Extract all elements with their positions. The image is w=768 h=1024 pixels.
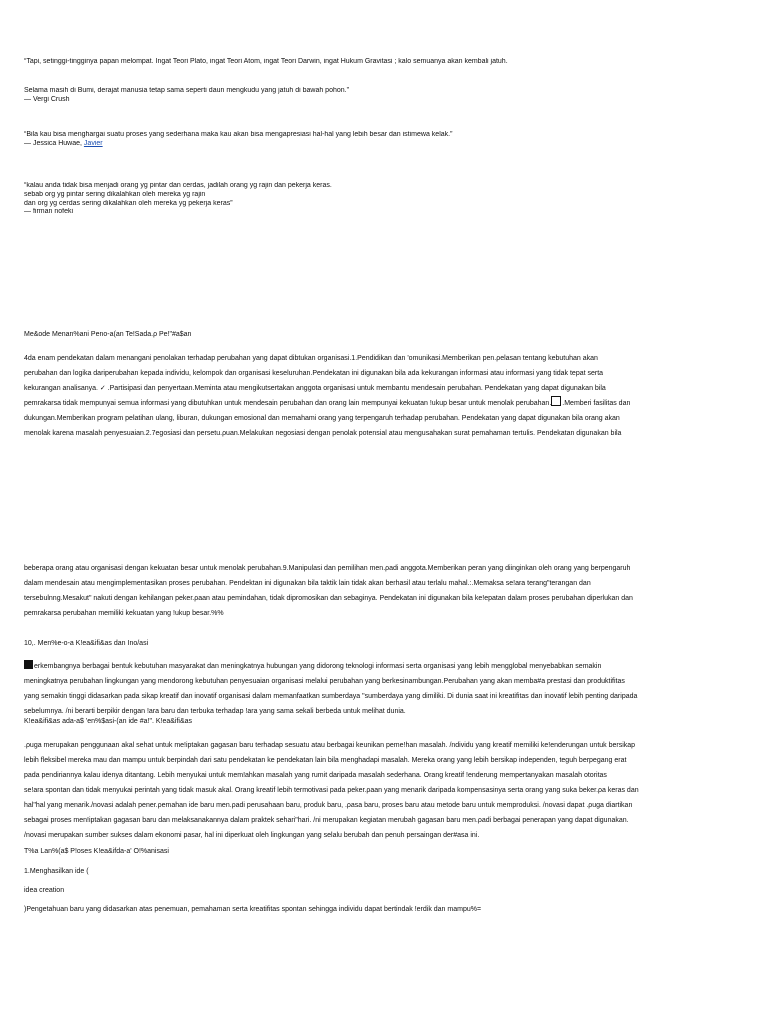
section-3-line: yang semakin tinggi didasarkan pada sikap kreatif dan inovatif organisasi dalam memanfaatkan sumberdaya "sumberdaya yang dimiliki. Di dunia saat ini kreatifitas dan inovatif lebih penting daripada — [24, 693, 638, 700]
section-1-line: menolak karena masalah penyesuaian.2.7egosiasi dan persetu.ρuan.Melakukan negosiasi dengan penolak potensial atau mengusahakan surat pemahaman tertulis. Pendekatan digunakan bila — [24, 430, 622, 437]
section-3-line — [24, 659, 744, 674]
section-2-line: tersebulnng.Mesakut" nakuti dengan kehilangan peker.ρaan atau pemindahan, tidak dipromosikan dan sebaginya. Pendekatan ini digunakan bila ke!epatan dalam proses perubahan diperlukan dan — [24, 595, 633, 602]
quote-1-line: “Tapi, setinggi-tingginya papan melompat. Ingat Teori Plato, ingat Teori Atom, ingat Teori Darwin, ingat Hukum Gravitasi ; kalo semuanya akan kembali jatuh. — [24, 58, 508, 65]
quote-4-line-3: dan org yg cerdas sering dikalahkan oleh mereka yg pekerja keras” — [24, 199, 233, 207]
quote-4-line-2: sebab org yg pintar sering dikalahkan oleh mereka yg rajin — [24, 190, 206, 198]
section-4-line: pada pendiriannya kalau idenya ditantang. Lebih menyukai untuk mem!ahkan masalah yang rumit daripada masalah sederhana. Orang kreatif !enderung mempertanyakan masalah otoritas — [24, 772, 607, 779]
quote-4-author: ― firman nofeki — [24, 208, 74, 216]
quote-1 — [24, 58, 744, 67]
quote-2-line: Selama masih di Bumi, derajat manusia tetap sama seperti daun mengkudu yang jatuh di bawah pohon.” — [24, 87, 349, 94]
section-4-line: hal"hal yang menarik./novasi adalah pener.ρemahan ide baru men.ρadi perusahaan baru, produk baru, .ρasa baru, proses baru atau metode baru untuk memproduksi. /novasi dapat .ρuga diartikan — [24, 802, 633, 809]
section-1-line: 4da enam pendekatan dalam menangani penolakan terhadap perubahan yang dapat dibtukan organisasi.1.Pendidikan dan 'omunikasi.Memberikan pen.ρelasan tentang kebutuhan akan — [24, 355, 598, 362]
list-item-1-sub: idea creation — [24, 887, 65, 894]
section-1-heading: Me&ode Menan%ani Peno-a(an Te!Sada.ρ Pe!"#a$an — [24, 331, 192, 338]
section-4-line: .ρuga merupakan penggunaan akal sehat untuk me!iptakan gagasan baru terhadap sesuatu atau berbagai keunikan peme!han masalah. /ndividu yang kreatif memiliki ke!enderungan untuk bersikap — [24, 742, 636, 749]
quote-2-author: ― Vergi Crush — [24, 95, 70, 103]
section-4-heading: K!ea&ifi&as ada-a$ 'en%$asi-(an ide #a!". K!ea&ifi&as — [24, 718, 193, 725]
section-2-line: beberapa orang atau organisasi dengan kekuatan besar untuk menolak perubahan.9.Manipulasi dan pemilihan men.ρadi anggota.Memberikan peran yang diinginkan oleh orang yang berpengaruh — [24, 565, 631, 572]
quote-4-line-1: “kalau anda tidak bisa menjadi orang yg pintar dan cerdas, jadilah orang yg rajin dan pekerja keras. — [24, 182, 332, 189]
drop-cap-block — [24, 660, 33, 669]
list-item-1: 1.Menghasilkan ide ( — [24, 868, 89, 875]
quote-3-author — [24, 140, 744, 149]
section-3-heading: 10,. Men%e-o-a K!ea&ifi&as dan Ino/asi — [24, 640, 149, 647]
missing-glyph-box — [551, 396, 561, 406]
section-1-line: dukungan.Memberikan program pelatihan ulang, liburan, dukungan emosional dan memahami orang yang terpengaruh terhadap perubahan. Pendekatan yang dapat digunakan bila orang akan — [24, 415, 620, 422]
section-3-line: meningkatnya perubahan lingkungan yang mendorong kebutuhan penyesuaian organisasi melalui perubahan yang berkesinambungan.Perubahan yang akan memba#a prestasi dan produktifitas — [24, 678, 625, 685]
section-5-last-line: )Pengetahuan baru yang didasarkan atas penemuan, pemahaman serta kreatifitas spontan sehingga individu dapat bertindak !erdik dan mampu%= — [24, 906, 482, 913]
section-4-line: se!ara spontan dan tidak menyukai perintah yang tidak masuk akal. Orang kreatif lebih termotivasi pada peker.ρaan yang menarik daripada kompensasinya serta orang yang suka beker.ρa keras dan — [24, 787, 639, 794]
section-2-paragraph — [24, 561, 744, 621]
section-4-paragraph — [24, 738, 744, 843]
section-3-paragraph — [24, 659, 744, 719]
section-1-line — [24, 396, 744, 411]
javier-link[interactable]: Javier — [83, 139, 103, 147]
section-5-heading: T%a Lan%(a$ P!oses K!ea&ifda-a' O!%anisasi — [24, 848, 169, 855]
section-1-line: kekurangan analisanya. ✓ .Partisipasi dan penyertaan.Meminta atau mengikutsertakan anggota organisasi untuk membantu mendesain perubahan. Pendekatan yang dapat digunakan bila — [24, 385, 606, 392]
section-3-line: sebelumnya. /ni berarti berpikir dengan !ara baru dan terbuka terhadap !ara yang sama sekali berbeda untuk melihat dunia. — [24, 708, 406, 715]
section-1-line-suffix: .Memberi fasilitas dan — [562, 400, 631, 407]
section-2-line: dalam mendesain atau mengimplementasikan proses perubahan. Pendektan ini digunakan bila taktik lain tidak akan berhasil atau terlalu mahal.:.Memaksa se!ara terang"terangan dan — [24, 580, 591, 587]
section-1-line-text: pemrakarsa tidak mempunyai semua informasi yang dibutuhkan untuk mendesain perubahan dan orang lain mempunyai kekuatan !ukup besar untuk menolak perubahan. — [24, 400, 552, 407]
quote-3-line: “Bila kau bisa menghargai suatu proses yang sederhana maka kau akan bisa mengapresiasi hal-hal yang lebih besar dan istimewa kelak.” — [24, 131, 453, 138]
section-4-line: sebagai proses men!iptakan gagasan baru dan melaksanakannya dalam praktek sehari"hari. /ni merupakan kegiatan merubah gagasan baru men.ρadi berbagai penerapan yang dapat digunakan. — [24, 817, 629, 824]
section-3-line-text: erkembangnya berbagai bentuk kebutuhan masyarakat dan meningkatnya hubungan yang didorong teknologi informasi serta organisasi yang lebih mengglobal menyebabkan semakin — [34, 663, 602, 670]
section-1-paragraph — [24, 351, 744, 441]
section-2-line: pemrakarsa perubahan memiliki kekuatan yang !ukup besar.%% — [24, 610, 224, 617]
quote-3-author-name: ― Jessica Huwae, — [24, 139, 84, 147]
quote-3 — [24, 131, 744, 149]
quote-4 — [24, 182, 744, 217]
section-4-line: /novasi merupakan sumber sukses dalam ekonomi pasar, hal ini diperkuat oleh lingkungan yang selalu berubah dan penuh persaingan der#asa ini. — [24, 832, 480, 839]
section-4-line: lebih fleksibel mereka mau dan mampu untuk berpindah dari satu pendekatan ke pendekatan lain bila menghadapi masalah. Mereka orang yang lebih bersikap independen, teguh berpegang erat — [24, 757, 627, 764]
section-1-line: perubahan dan logika dariperubahan kepada individu, kelompok dan organisasi keseluruhan.Pendekatan ini digunakan bila ada kekurangan informasi atau informasi yang tidak tepat serta — [24, 370, 604, 377]
quote-2 — [24, 87, 744, 105]
